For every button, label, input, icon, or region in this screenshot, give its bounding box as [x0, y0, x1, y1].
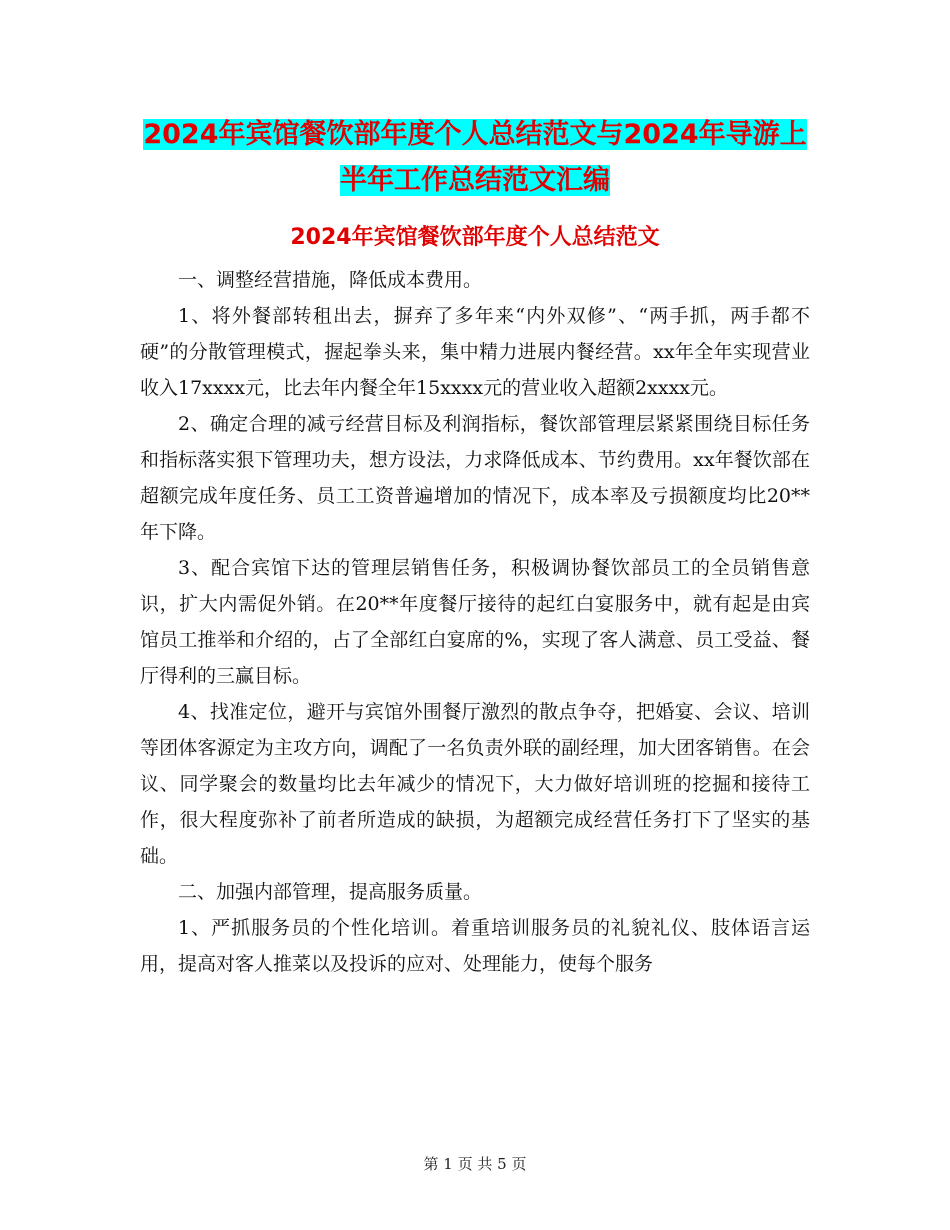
- paragraph: 一、调整经营措施，降低成本费用。: [178, 269, 483, 291]
- paragraph: 2、确定合理的减亏经营目标及利润指标，餐饮部管理层紧紧围绕目标任务和指标落实狠下管理功夫，想方设法，力求降低成本、节约费用。xx年餐饮部在超额完成年度任务、员工工资普遍增加的情况下，成本率及亏损额度均比20**年下降。: [140, 413, 810, 543]
- title-line-1: 2024年宾馆餐饮部年度个人总结范文与2024年导游上: [143, 119, 807, 150]
- paragraph: 二、加强内部管理，提高服务质量。: [178, 881, 483, 903]
- paragraph: 4、找准定位，避开与宾馆外围餐厅激烈的散点争夺，把婚宴、会议、培训等团体客源定为主攻方向，调配了一名负责外联的副经理，加大团客销售。在会议、同学聚会的数量均比去年减少的情况下，大力做好培训班的挖掘和接待工作，很大程度弥补了前者所造成的缺损，为超额完成经营任务打下了坚实的基础。: [140, 701, 810, 867]
- page-footer: 第 1 页 共 5 页: [423, 1155, 527, 1173]
- title-line-2: 半年工作总结范文汇编: [340, 165, 610, 196]
- paragraph: 1、严抓服务员的个性化培训。着重培训服务员的礼貌礼仪、肢体语言运用，提高对客人推菜以及投诉的应对、处理能力，使每个服务: [140, 917, 810, 975]
- document-body: [140, 262, 810, 982]
- section-title: 2024年宾馆餐饮部年度个人总结范文: [290, 225, 660, 250]
- paragraph: 1、将外餐部转租出去，摒弃了多年来“内外双修”、“两手抓，两手都不硬”的分散管理模式，握起拳头来，集中精力进展内餐经营。xx年全年实现营业收入17xxxx元，比去年内餐全年15xxxx元的营业收入超额2xxxx元。: [140, 305, 810, 399]
- paragraph: 3、配合宾馆下达的管理层销售任务，积极调协餐饮部员工的全员销售意识，扩大内需促外销。在20**年度餐厅接待的起红白宴服务中，就有起是由宾馆员工推举和介绍的，占了全部红白宴席的%，实现了客人满意、员工受益、餐厅得利的三赢目标。: [140, 557, 810, 687]
- document-title: [140, 112, 810, 204]
